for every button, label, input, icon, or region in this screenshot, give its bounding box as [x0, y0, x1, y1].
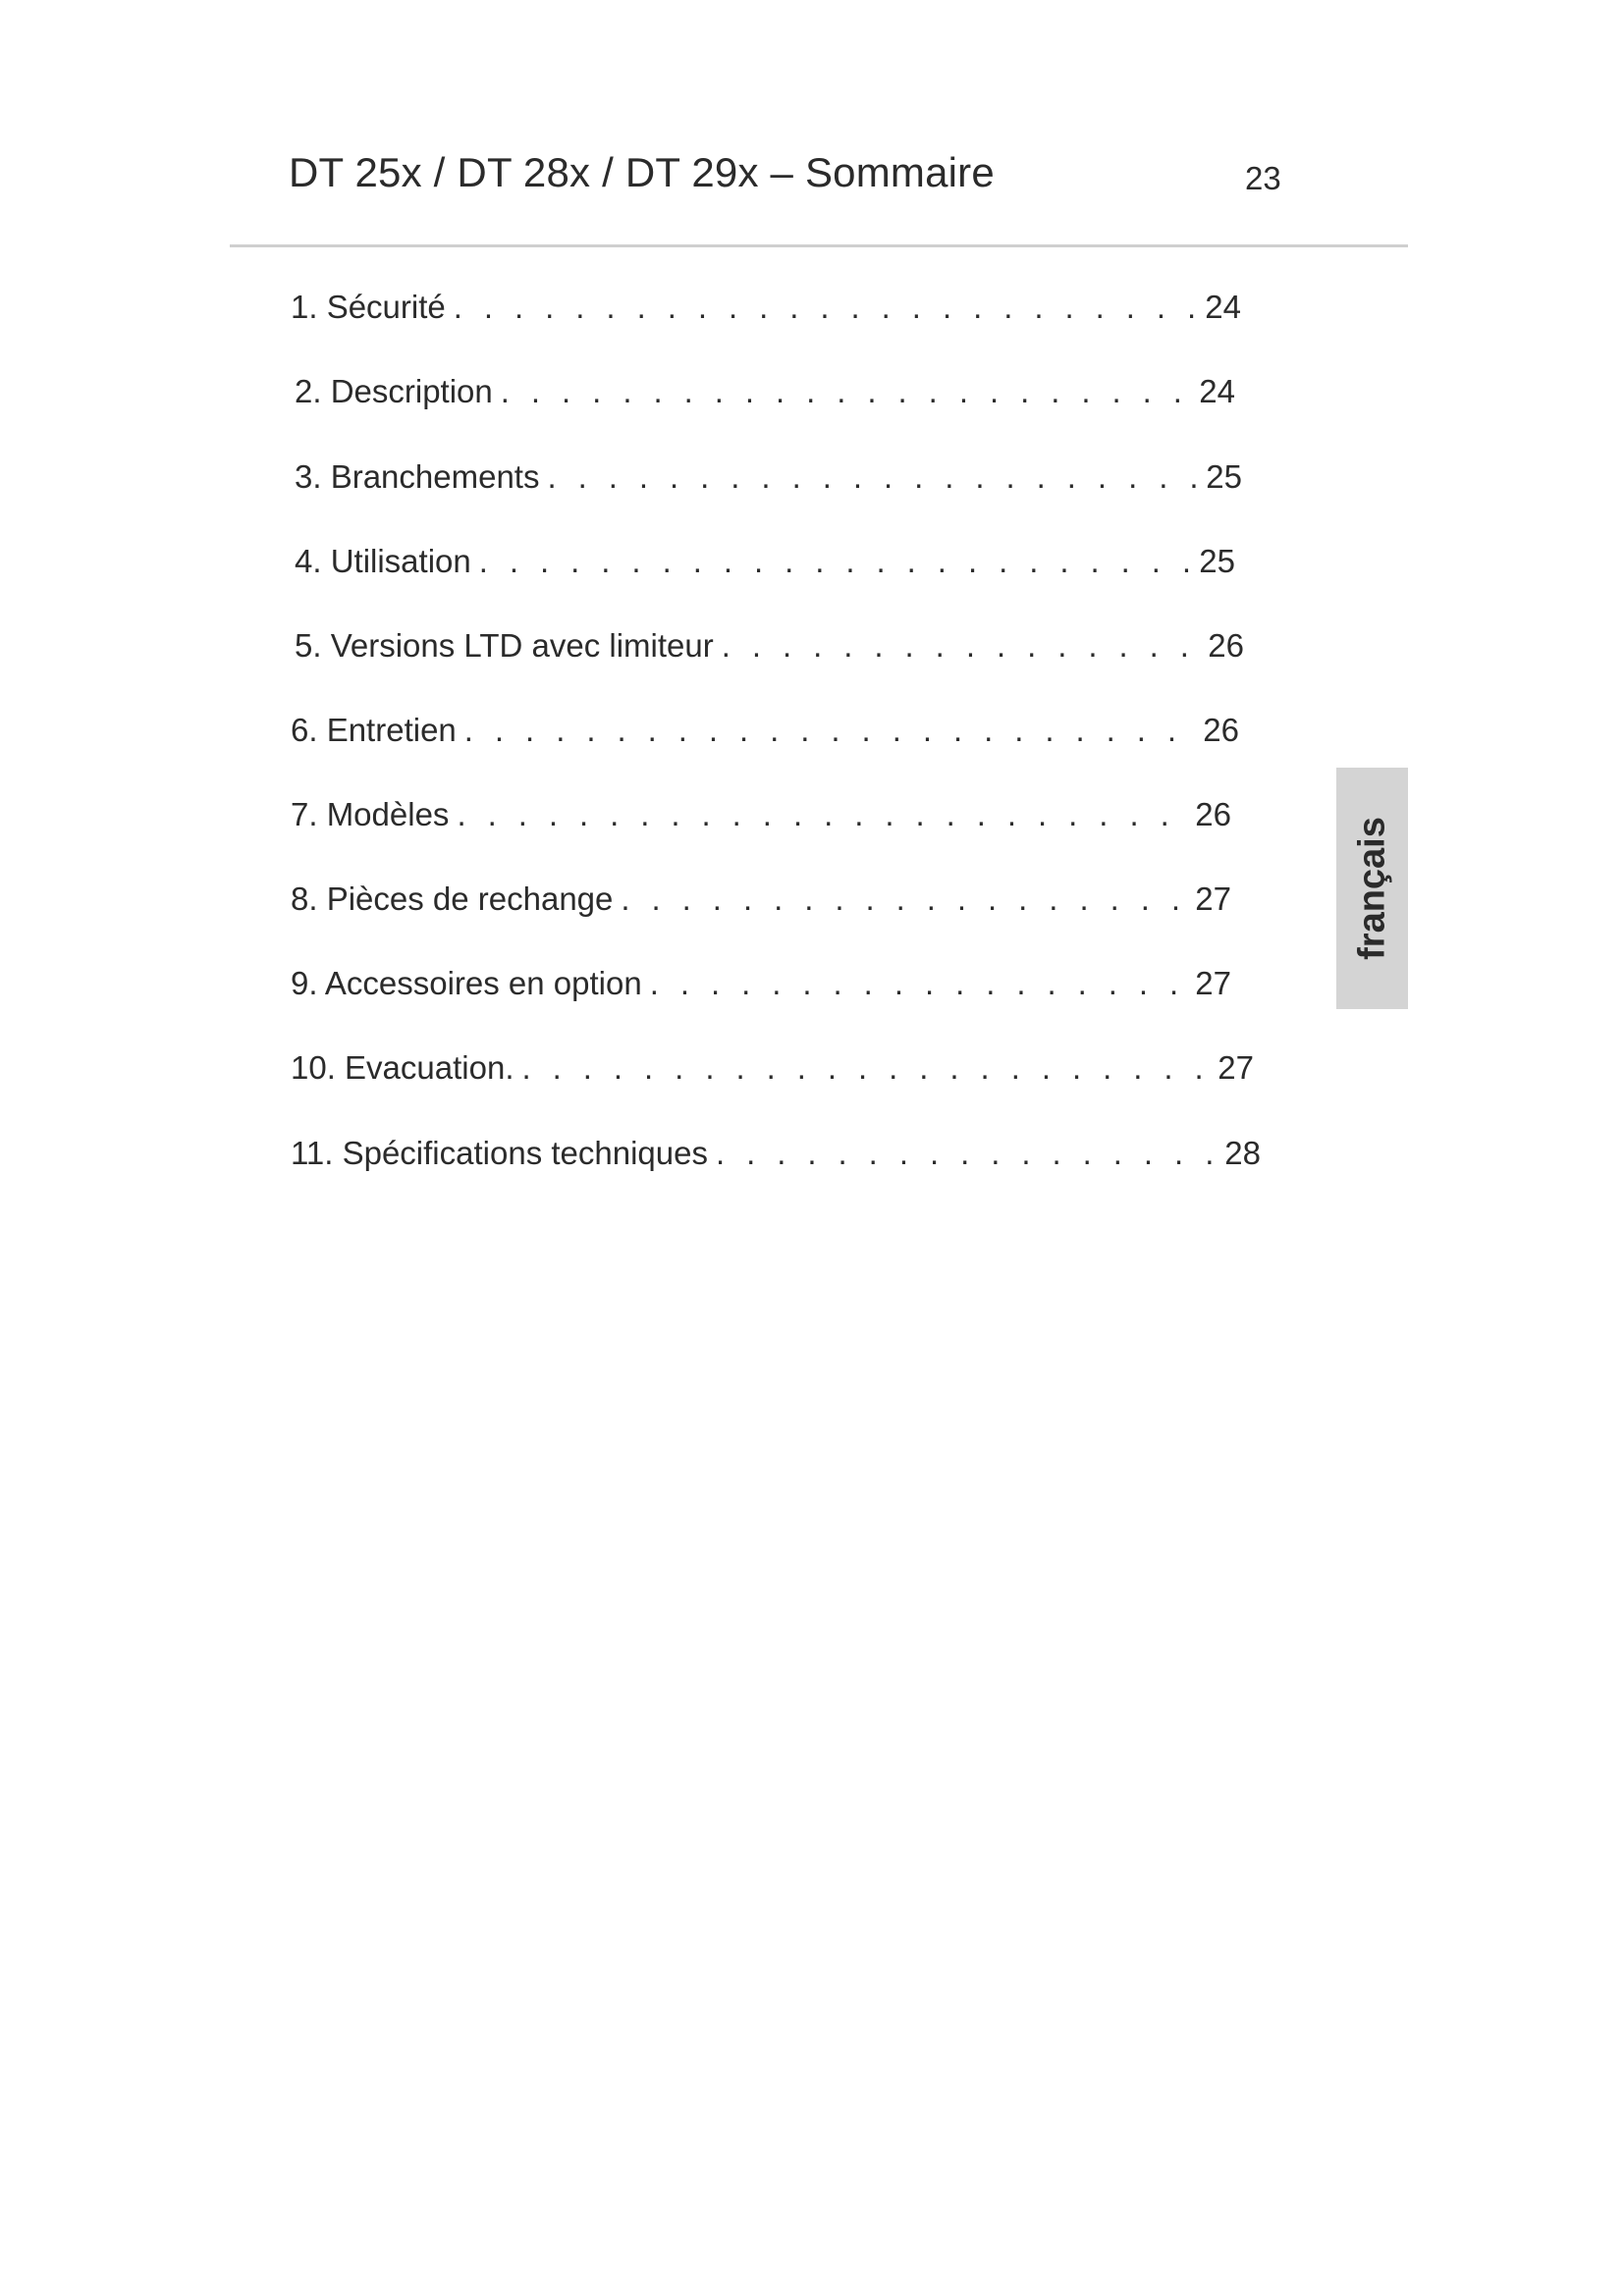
- toc-entry-entretien[interactable]: [291, 711, 1239, 750]
- toc-dot-leader: [454, 288, 1200, 327]
- toc-entry-page: 24: [1199, 373, 1235, 409]
- language-tab-label: français: [1351, 817, 1392, 960]
- toc-entry-label: 1. Sécurité: [291, 289, 446, 325]
- toc-entry-page: 26: [1195, 796, 1231, 832]
- toc-entry-label: 2. Description: [295, 373, 493, 409]
- toc-entry-page: 25: [1199, 543, 1235, 579]
- toc-entry-page: 26: [1203, 712, 1239, 748]
- toc-entry-label: 11. Spécifications techniques: [291, 1135, 708, 1171]
- toc-entry-securite[interactable]: [291, 288, 1241, 327]
- toc-entry-label: 3. Branchements: [295, 458, 540, 495]
- toc-entry-modeles[interactable]: [291, 795, 1231, 834]
- toc-entry-page: 24: [1205, 289, 1241, 325]
- toc-dot-leader: [457, 795, 1189, 834]
- toc-entry-description[interactable]: [295, 372, 1235, 411]
- toc-entry-label: 7. Modèles: [291, 796, 450, 832]
- toc-dot-leader: [716, 1134, 1218, 1173]
- toc-entry-label: 5. Versions LTD avec limiteur: [295, 627, 714, 664]
- toc-entry-branchements[interactable]: [295, 457, 1242, 497]
- toc-dot-leader: [479, 542, 1194, 581]
- toc-entry-label: 10. Evacuation.: [291, 1049, 514, 1086]
- toc-dot-leader: [501, 372, 1194, 411]
- toc-dot-leader: [464, 711, 1198, 750]
- toc-entry-label: 9. Accessoires en option: [291, 965, 642, 1001]
- toc-entry-label: 4. Utilisation: [295, 543, 471, 579]
- toc-entry-specifications[interactable]: [291, 1134, 1261, 1173]
- toc-dot-leader: [650, 964, 1190, 1003]
- toc-entry-page: 27: [1195, 881, 1231, 917]
- toc-entry-page: 27: [1218, 1049, 1254, 1086]
- toc-entry-utilisation[interactable]: [295, 542, 1235, 581]
- toc-entry-label: 6. Entretien: [291, 712, 457, 748]
- toc-entry-versions-ltd[interactable]: [295, 626, 1244, 666]
- header-divider: [230, 244, 1408, 247]
- language-tab: [1336, 768, 1408, 1009]
- toc-entry-label: 8. Pièces de rechange: [291, 881, 614, 917]
- toc-entry-page: 27: [1195, 965, 1231, 1001]
- page-title: DT 25x / DT 28x / DT 29x – Sommaire: [289, 149, 995, 195]
- toc-dot-leader: [522, 1048, 1213, 1088]
- toc-entry-page: 25: [1206, 458, 1242, 495]
- toc-entry-pieces-de-rechange[interactable]: [291, 880, 1231, 919]
- toc-dot-leader: [547, 457, 1200, 497]
- toc-entry-accessoires[interactable]: [291, 964, 1231, 1003]
- page-number: 23: [1245, 160, 1281, 196]
- toc-dot-leader: [722, 626, 1203, 666]
- toc-dot-leader: [621, 880, 1189, 919]
- toc-entry-page: 28: [1224, 1135, 1261, 1171]
- toc-entry-page: 26: [1208, 627, 1244, 664]
- toc-entry-evacuation[interactable]: [291, 1048, 1254, 1088]
